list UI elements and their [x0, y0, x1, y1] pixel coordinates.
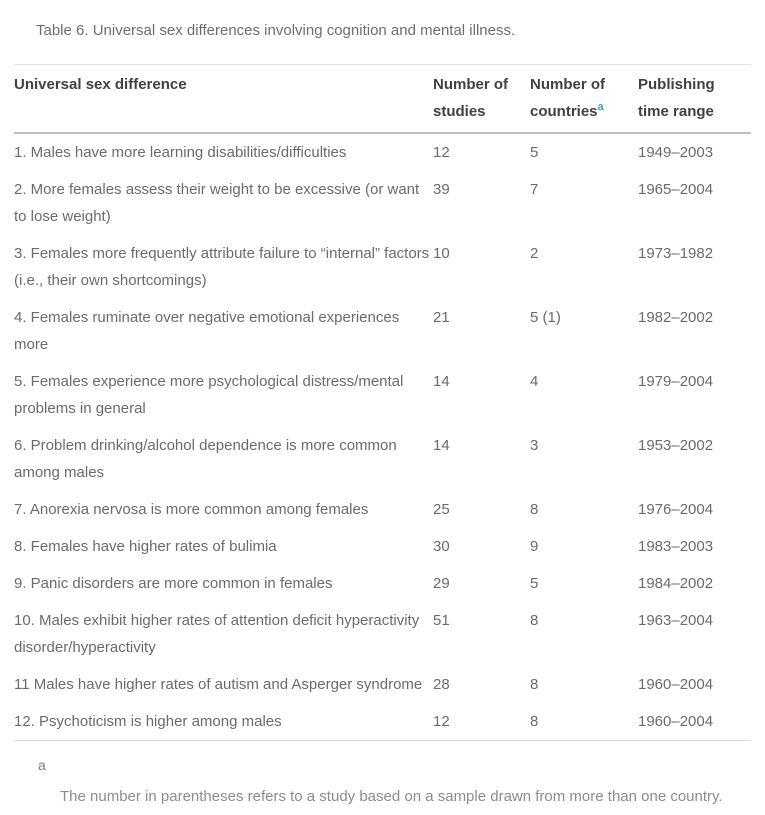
table-caption: Table 6. Universal sex differences involving cognition and mental illness.	[36, 22, 516, 39]
cell-studies: 51	[433, 612, 450, 629]
header-row	[14, 65, 751, 134]
cell-difference: 9. Panic disorders are more common in females	[14, 575, 333, 592]
cell-difference: 7. Anorexia nervosa is more common among females	[14, 501, 369, 518]
column-header-time-range	[638, 65, 751, 134]
cell-countries: 5 (1)	[530, 309, 561, 326]
cell-time-range: 1965–2004	[638, 181, 714, 198]
cell-countries: 8	[530, 501, 539, 518]
cell-difference: 4. Females ruminate over negative emotional experiences more	[14, 309, 400, 353]
footnote	[38, 757, 765, 806]
cell-studies: 14	[433, 373, 450, 390]
table-row	[14, 133, 751, 171]
cell-difference: 1. Males have more learning disabilities/difficulties	[14, 144, 347, 161]
cell-countries: 8	[530, 612, 539, 629]
table-row	[14, 528, 751, 565]
footnote-text: The number in parentheses refers to a study based on a sample drawn from more than one country.	[60, 788, 723, 805]
cell-time-range: 1960–2004	[638, 676, 714, 693]
footnote-ref-link[interactable]: a	[597, 101, 604, 113]
cell-studies: 30	[433, 538, 450, 555]
cell-difference: 8. Females have higher rates of bulimia	[14, 538, 277, 555]
cell-time-range: 1960–2004	[638, 713, 714, 730]
cell-studies: 28	[433, 676, 450, 693]
cell-countries: 2	[530, 245, 539, 262]
cell-time-range: 1963–2004	[638, 612, 714, 629]
column-header-difference	[14, 65, 433, 134]
cell-countries: 8	[530, 713, 539, 730]
cell-countries: 5	[530, 144, 539, 161]
table-row	[14, 602, 751, 666]
cell-difference: 10. Males exhibit higher rates of attention deficit hyperactivity disorder/hyperactivity	[14, 612, 420, 656]
column-header-studies	[433, 65, 530, 134]
cell-difference: 3. Females more frequently attribute failure to “internal” factors (i.e., their own shortcomings)	[14, 245, 430, 289]
column-header-label: Number of studies	[433, 76, 508, 120]
cell-time-range: 1949–2003	[638, 144, 714, 161]
cell-studies: 14	[433, 437, 450, 454]
cell-difference: 2. More females assess their weight to be excessive (or want to lose weight)	[14, 181, 420, 225]
cell-studies: 12	[433, 144, 450, 161]
data-table	[14, 64, 751, 741]
cell-studies: 12	[433, 713, 450, 730]
cell-time-range: 1976–2004	[638, 501, 714, 518]
cell-time-range: 1979–2004	[638, 373, 714, 390]
cell-countries: 9	[530, 538, 539, 555]
cell-difference: 11 Males have higher rates of autism and Asperger syndrome	[14, 676, 423, 693]
table-row	[14, 171, 751, 235]
table-row	[14, 565, 751, 602]
cell-time-range: 1984–2002	[638, 575, 714, 592]
cell-studies: 25	[433, 501, 450, 518]
table-row	[14, 235, 751, 299]
column-header-label: Number of countries	[530, 76, 605, 120]
cell-studies: 39	[433, 181, 450, 198]
cell-difference: 5. Females experience more psychological distress/mental problems in general	[14, 373, 404, 417]
column-header-label: Publishing time range	[638, 76, 715, 120]
cell-countries: 3	[530, 437, 539, 454]
table-row	[14, 703, 751, 741]
column-header-countries	[530, 65, 638, 134]
cell-time-range: 1982–2002	[638, 309, 714, 326]
cell-time-range: 1983–2003	[638, 538, 714, 555]
cell-countries: 8	[530, 676, 539, 693]
cell-studies: 10	[433, 245, 450, 262]
cell-difference: 6. Problem drinking/alcohol dependence is more common among males	[14, 437, 397, 481]
table-row	[14, 363, 751, 427]
cell-time-range: 1973–1982	[638, 245, 714, 262]
footnote-marker: a	[38, 757, 46, 773]
cell-countries: 5	[530, 575, 539, 592]
table-row	[14, 427, 751, 491]
table-row	[14, 491, 751, 528]
cell-studies: 29	[433, 575, 450, 592]
cell-time-range: 1953–2002	[638, 437, 714, 454]
cell-studies: 21	[433, 309, 450, 326]
table-row	[14, 666, 751, 703]
table-row	[14, 299, 751, 363]
cell-difference: 12. Psychoticism is higher among males	[14, 713, 282, 730]
cell-countries: 4	[530, 373, 539, 390]
column-header-label: Universal sex difference	[14, 76, 187, 93]
cell-countries: 7	[530, 181, 539, 198]
